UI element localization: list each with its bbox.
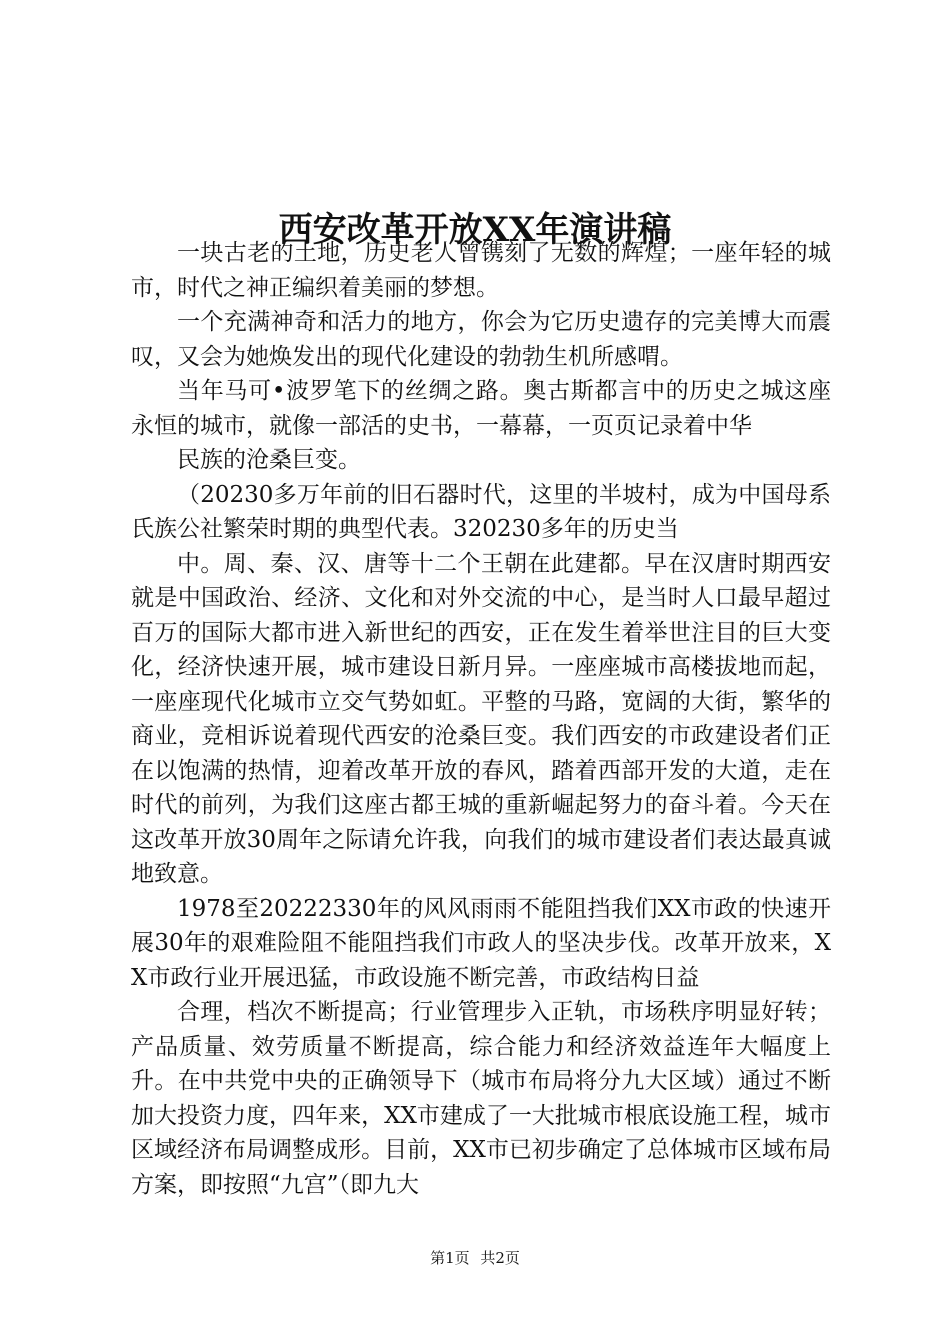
paragraph: 一块古老的土地，历史老人曾镌刻了无数的辉煌；一座年轻的城市，时代之神正编织着美丽的梦想。: [131, 240, 831, 301]
paragraph: 中。周、秦、汉、唐等十二个王朝在此建都。早在汉唐时期西安就是中国政治、经济、文化和对外交流的中心，是当时人口最早超过百万的国际大都市进入新世纪的西安，正在发生着举世注目的巨大变化，经济快速开展，城市建设日新月异。一座座城市高楼拔地而起，一座座现代化城市立交气势如虹。平整的马路，宽阔的大街，繁华的商业，竞相诉说着现代西安的沧桑巨变。我们西安的市政建设者们正在以饱满的热情，迎着改革开放的春风，踏着西部开发的大道，走在时代的前列，为我们这座古都王城的重新崛起努力的奋斗着。今天在这改革开放30周年之际请允许我，向我们的城市建设者们表达最真诚地致意。: [131, 550, 831, 887]
paragraph: 一个充满神奇和活力的地方，你会为它历史遗存的完美博大而震叹，又会为她焕发出的现代化建设的勃勃生机所感喟。: [131, 309, 831, 370]
paragraph: 民族的沧桑巨变。: [177, 447, 361, 473]
paragraph: 1978至20222330年的风风雨雨不能阻挡我们XX市政的快速开展30年的艰难险阻不能阻挡我们市政人的坚决步伐。改革开放来，XX市政行业开展迅猛，市政设施不断完善，市政结构日益: [131, 895, 831, 991]
paragraph: 合理，档次不断提高；行业管理步入正轨，市场秩序明显好转；产品质量、效劳质量不断提高，综合能力和经济效益连年大幅度上升。在中共党中央的正确领导下（城市布局将分九大区域）通过不断加大投资力度，四年来，XX市建成了一大批城市根底设施工程，城市区域经济布局调整成形。目前，XX市已初步确定了总体城市区域布局方案，即按照“九宫”（即九大: [131, 999, 831, 1198]
document-body: [131, 236, 831, 1202]
page-footer: [0, 1247, 950, 1269]
page-total: 共2页: [480, 1249, 520, 1267]
paragraph: 当年马可•波罗笔下的丝绸之路。奥古斯都言中的历史之城这座永恒的城市，就像一部活的史书，一幕幕，一页页记录着中华: [131, 378, 831, 439]
paragraph: （20230多万年前的旧石器时代，这里的半坡村，成为中国母系氏族公社繁荣时期的典型代表。320230多年的历史当: [131, 481, 831, 542]
page-number: 第1页: [430, 1249, 470, 1267]
document-title: 西安改革开放XX年演讲稿: [278, 209, 672, 250]
